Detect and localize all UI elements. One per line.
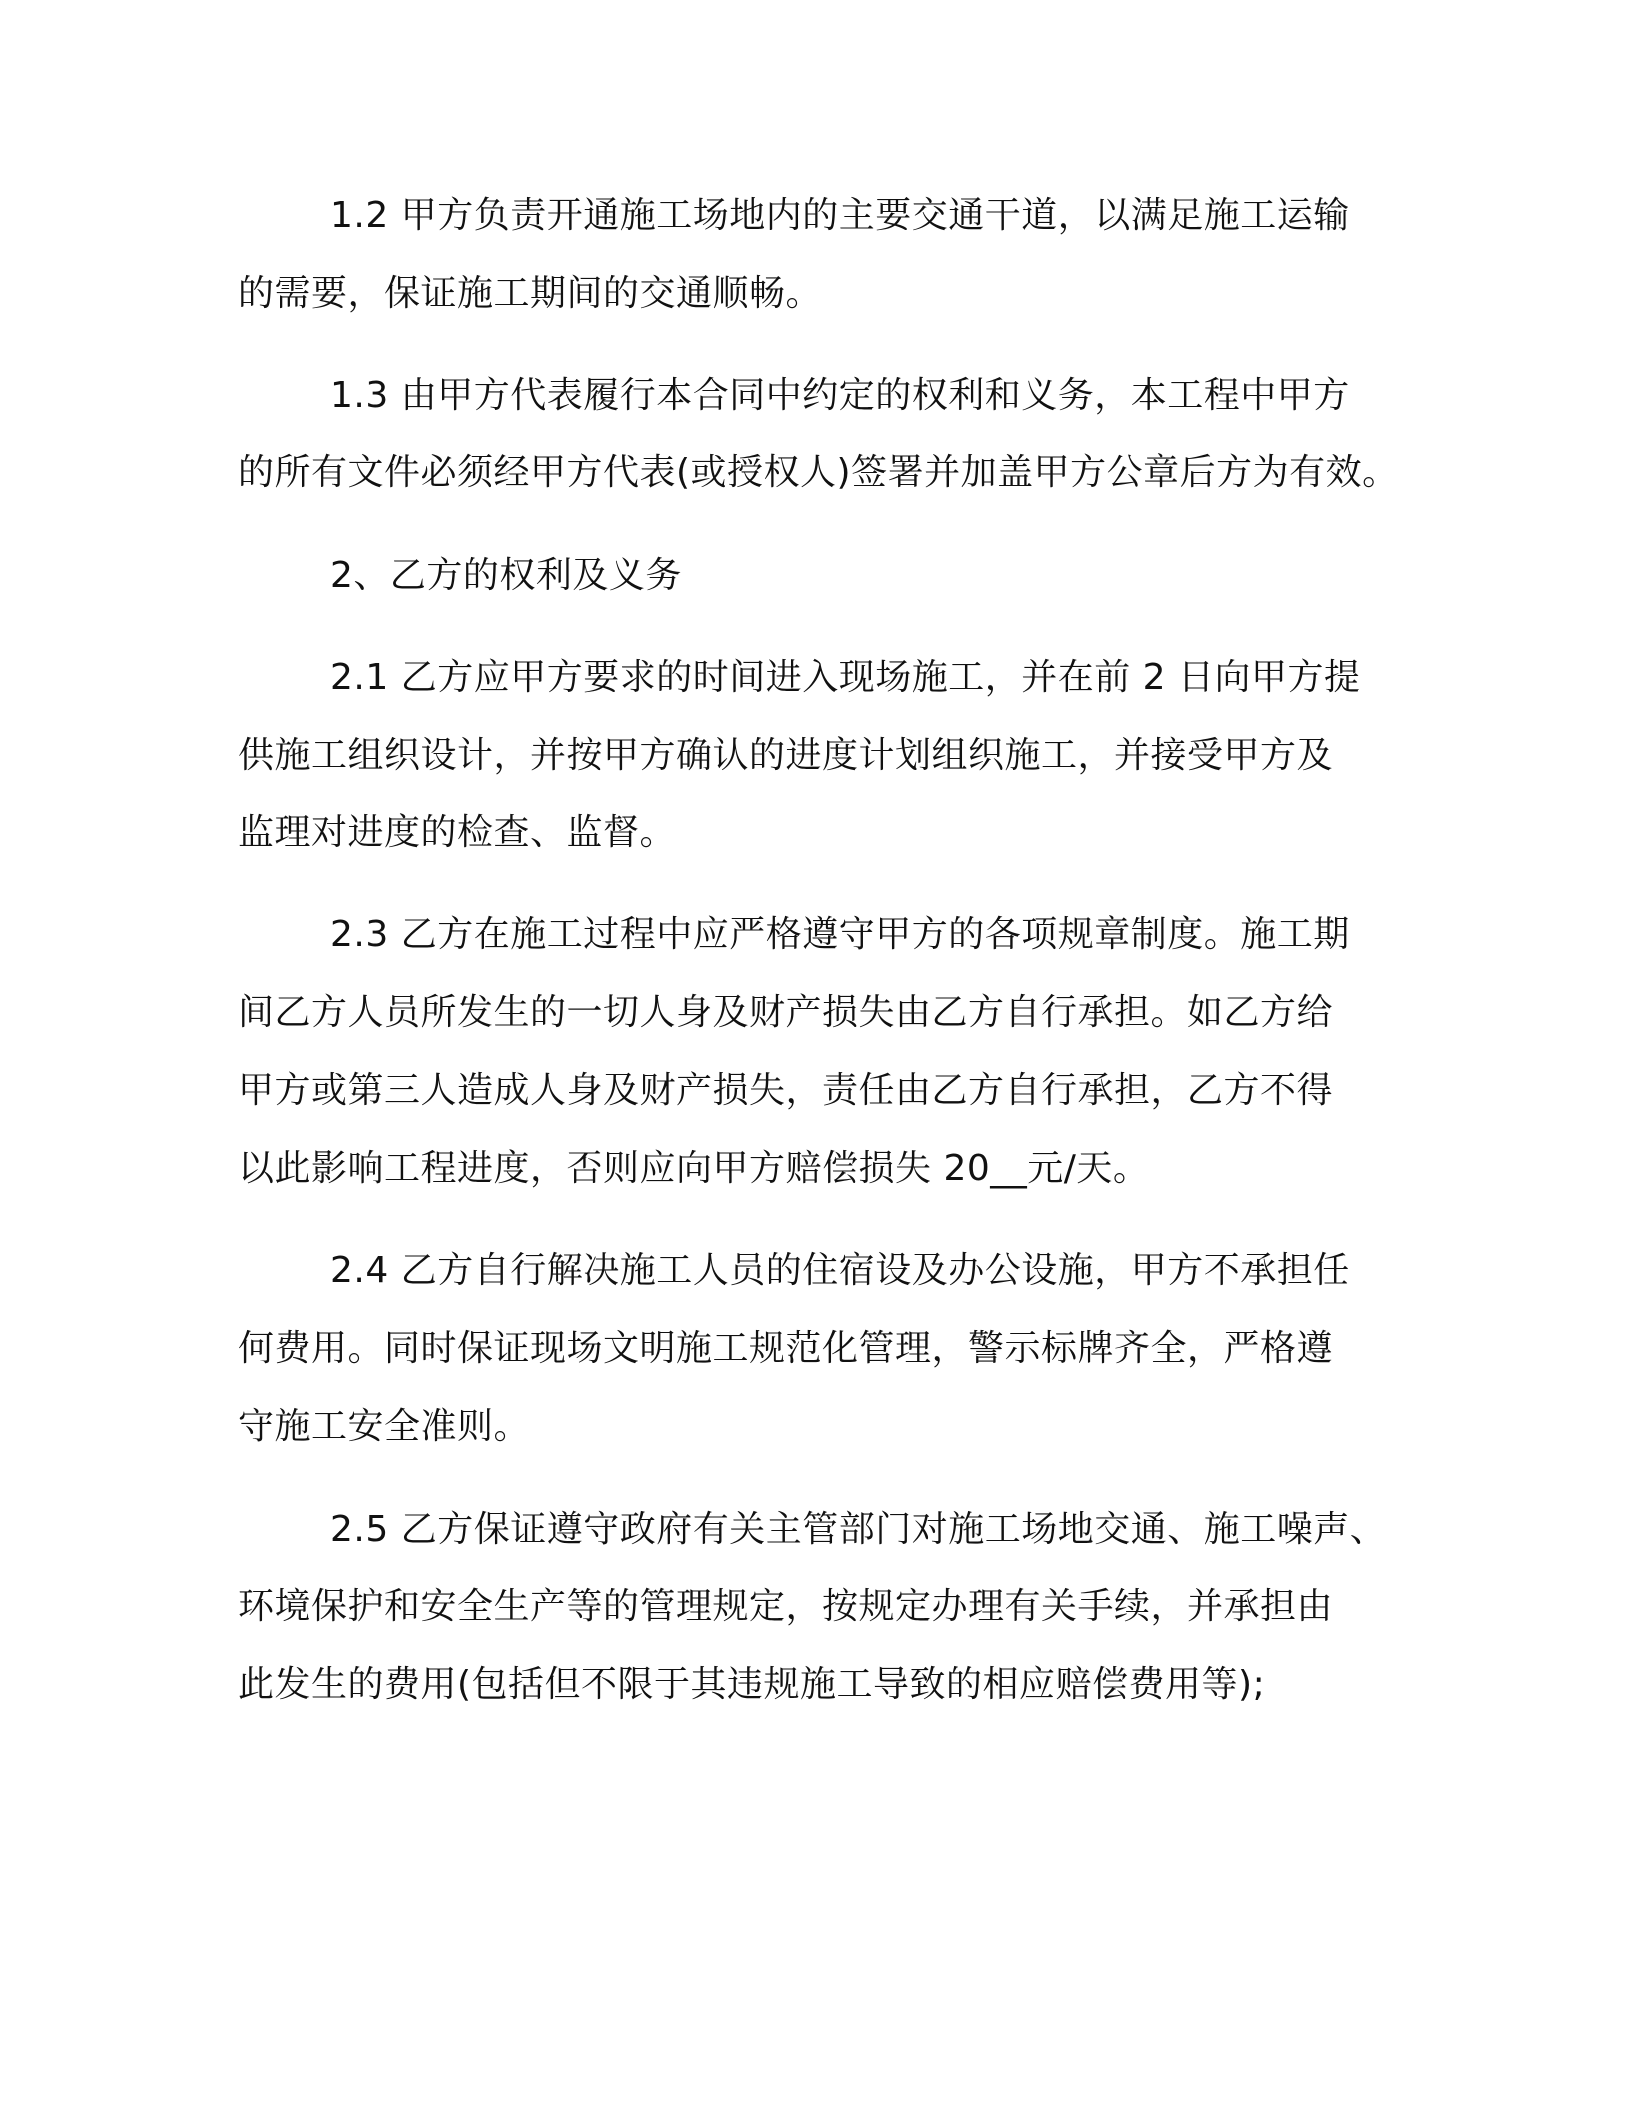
paragraph-2-5-line-3: 此发生的费用(包括但不限于其违规施工导致的相应赔偿费用等); xyxy=(238,1664,1266,1705)
paragraph-2-4-line-2: 何费用。同时保证现场文明施工规范化管理，警示标牌齐全，严格遵 xyxy=(238,1328,1334,1369)
paragraph-1-2-line-2: 的需要，保证施工期间的交通顺畅。 xyxy=(238,273,823,314)
paragraph-2-3-line-2: 间乙方人员所发生的一切人身及财产损失由乙方自行承担。如乙方给 xyxy=(238,992,1334,1033)
paragraph-2-3-line-4: 以此影响工程进度，否则应向甲方赔偿损失 20__元/天。 xyxy=(238,1148,1150,1189)
paragraph-1-2-line-1: 1.2 甲方负责开通施工场地内的主要交通干道，以满足施工运输 xyxy=(330,195,1350,236)
paragraph-1-3-line-1: 1.3 由甲方代表履行本合同中约定的权利和义务，本工程中甲方 xyxy=(330,375,1350,416)
paragraph-2-3-line-1: 2.3 乙方在施工过程中应严格遵守甲方的各项规章制度。施工期 xyxy=(330,914,1350,955)
paragraph-2-3-line-3: 甲方或第三人造成人身及财产损失，责任由乙方自行承担，乙方不得 xyxy=(238,1070,1334,1111)
paragraph-2-1-line-2: 供施工组织设计，并按甲方确认的进度计划组织施工，并接受甲方及 xyxy=(238,735,1334,776)
paragraph-2-1-line-1: 2.1 乙方应甲方要求的时间进入现场施工，并在前 2 日向甲方提 xyxy=(330,657,1361,698)
paragraph-1-3-line-2: 的所有文件必须经甲方代表(或授权人)签署并加盖甲方公章后方为有效。 xyxy=(238,452,1399,493)
paragraph-2-5-line-2: 环境保护和安全生产等的管理规定，按规定办理有关手续，并承担由 xyxy=(238,1586,1334,1627)
paragraph-2-4-line-3: 守施工安全准则。 xyxy=(238,1406,531,1447)
paragraph-2-5-line-1: 2.5 乙方保证遵守政府有关主管部门对施工场地交通、施工噪声、 xyxy=(330,1509,1387,1550)
paragraph-2-1-line-3: 监理对进度的检查、监督。 xyxy=(238,812,677,853)
section-heading-2: 2、乙方的权利及义务 xyxy=(330,555,682,596)
paragraph-2-4-line-1: 2.4 乙方自行解决施工人员的住宿设及办公设施，甲方不承担任 xyxy=(330,1250,1350,1291)
